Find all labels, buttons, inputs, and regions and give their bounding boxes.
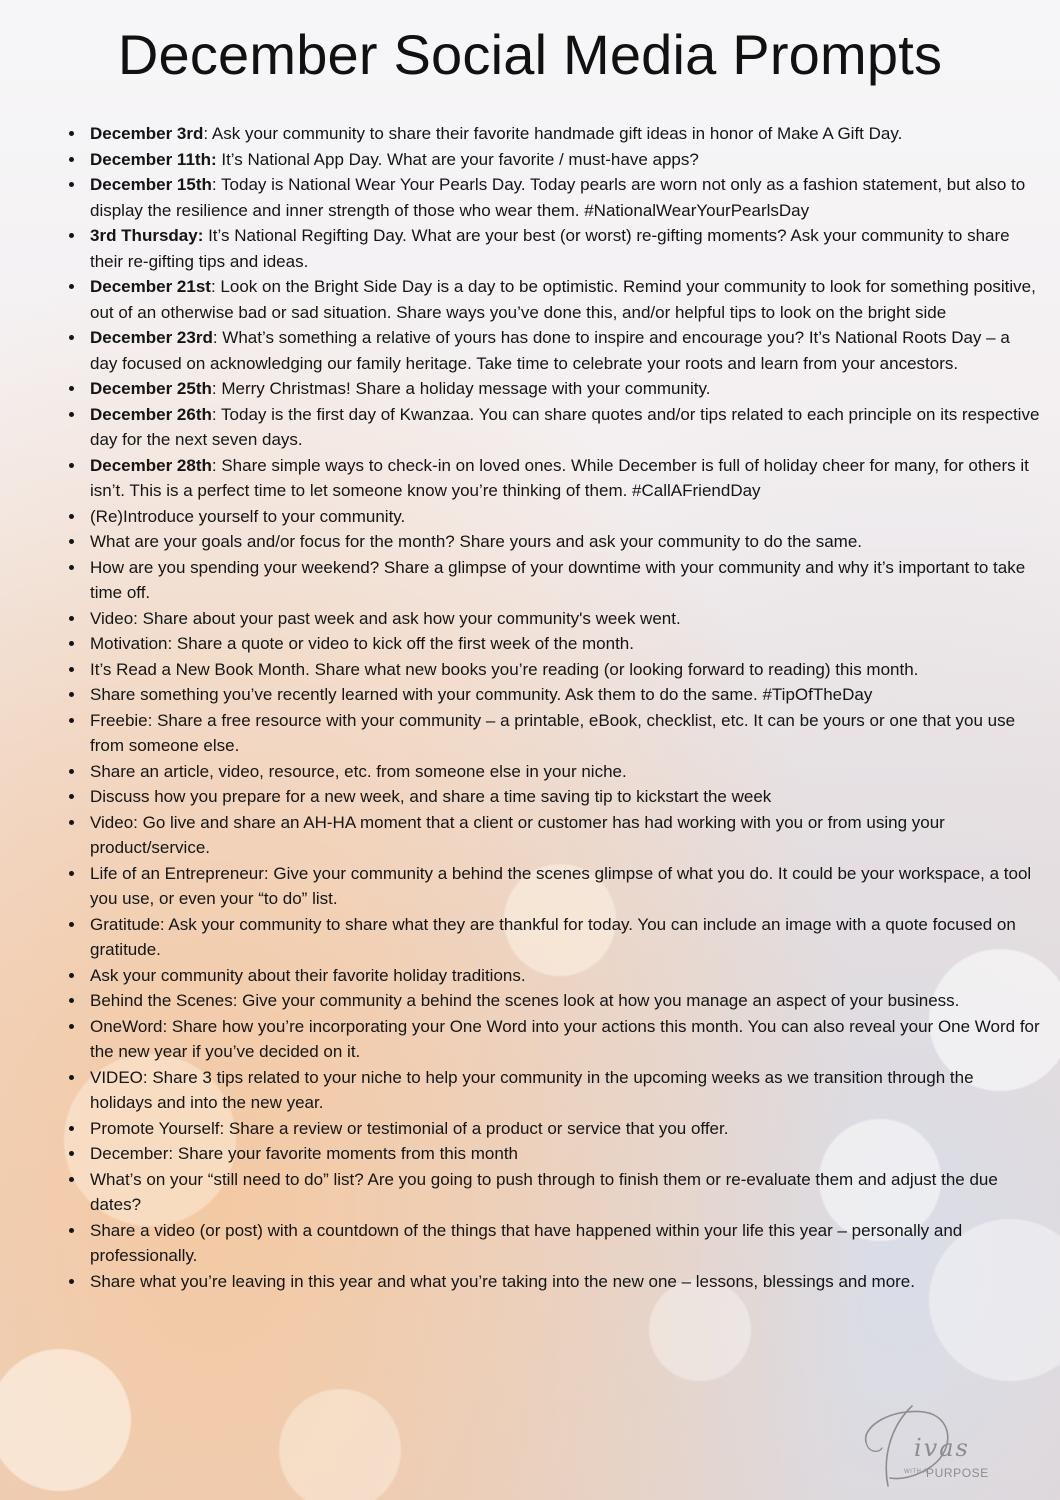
list-item bbox=[90, 1167, 1040, 1218]
list-item bbox=[90, 1014, 1040, 1065]
prompt-text: December: Share your favorite moments from this month bbox=[90, 1144, 518, 1163]
prompt-text: : Today is the first day of Kwanzaa. You can share quotes and/or tips related to each principle on its respective day for the next seven days. bbox=[90, 404, 1040, 449]
list-item bbox=[90, 1269, 1040, 1295]
list-item bbox=[90, 274, 1040, 325]
prompt-text: : Ask your community to share their favorite handmade gift ideas in honor of Make A Gift Day. bbox=[203, 124, 903, 143]
prompt-text: Ask your community about their favorite holiday traditions. bbox=[90, 965, 526, 985]
prompt-text: Behind the Scenes: Give your community a behind the scenes look at how you manage an aspect of your business. bbox=[90, 991, 960, 1010]
list-item bbox=[90, 988, 1040, 1014]
logo-tagline-small: WITH A bbox=[904, 1469, 928, 1475]
prompt-text: It’s Read a New Book Month. Share what new books you’re reading (or looking forward to reading) this month. bbox=[90, 659, 919, 679]
prompt-text: VIDEO: Share 3 tips related to your niche to help your community in the upcoming weeks as we transition through the holidays and into the new year. bbox=[90, 1067, 974, 1112]
list-item bbox=[90, 759, 1040, 785]
prompt-date-label: December 3rd bbox=[90, 124, 204, 143]
prompt-text: Gratitude: Ask your community to share what they are thankful for today. You can include an image with a quote focused on gratitude. bbox=[90, 914, 1016, 959]
prompt-text: (Re)Introduce yourself to your community. bbox=[90, 506, 406, 526]
list-item bbox=[90, 504, 1040, 530]
list-item bbox=[90, 1116, 1040, 1142]
prompt-text: It’s National Regifting Day. What are your best (or worst) re-gifting moments? Ask your community to share their re-gifting tips and ideas. bbox=[90, 226, 1010, 271]
list-item bbox=[90, 631, 1040, 657]
list-item bbox=[90, 912, 1040, 963]
prompt-text: OneWord: Share how you’re incorporating your One Word into your actions this month. You can also reveal your One Word for the new year if you’ve decided on it. bbox=[90, 1016, 1040, 1061]
prompt-text: Share something you’ve recently learned with your community. Ask them to do the same. #TipOfTheDay bbox=[90, 685, 873, 704]
prompt-text: How are you spending your weekend? Share a glimpse of your downtime with your community and why it’s important to take time off. bbox=[90, 557, 1026, 602]
prompt-text: Freebie: Share a free resource with your community – a printable, eBook, checklist, etc. It can be yours or one that you use from someone else. bbox=[90, 710, 1016, 755]
list-item bbox=[90, 784, 1040, 810]
prompt-text: Video: Share about your past week and ask how your community's week went. bbox=[90, 608, 681, 628]
list-item bbox=[90, 529, 1040, 555]
list-item bbox=[90, 1141, 1040, 1167]
prompt-date-label: December 25th bbox=[90, 379, 212, 398]
list-item bbox=[90, 147, 1040, 173]
prompt-text: : Look on the Bright Side Day is a day to be optimistic. Remind your community to look for something positive, out of an otherwise bad or sad situation. Share ways you’ve done this, and/or helpful tips to look on the bright side bbox=[90, 277, 1036, 322]
list-item bbox=[90, 453, 1040, 504]
list-item bbox=[90, 1065, 1040, 1116]
brand-logo bbox=[852, 1400, 1022, 1490]
list-item bbox=[90, 402, 1040, 453]
prompt-text: : Merry Christmas! Share a holiday message with your community. bbox=[211, 379, 711, 398]
prompt-text: Share an article, video, resource, etc. from someone else in your niche. bbox=[90, 761, 627, 781]
list-item bbox=[90, 555, 1040, 606]
logo-name: ivas bbox=[914, 1434, 970, 1462]
prompt-list bbox=[66, 121, 1040, 1294]
list-item bbox=[90, 861, 1040, 912]
list-item bbox=[90, 223, 1040, 274]
list-item bbox=[90, 708, 1040, 759]
page-title: December Social Media Prompts bbox=[117, 23, 943, 86]
list-item bbox=[90, 810, 1040, 861]
prompt-date-label: December 28th bbox=[90, 455, 212, 475]
prompt-text: : Today is National Wear Your Pearls Day. Today pearls are worn not only as a fashion statement, but also to display the resilience and inner strength of those who wear them. #NationalWearYourPearlsDay bbox=[90, 175, 1026, 220]
prompt-text: Discuss how you prepare for a new week, and share a time saving tip to kickstart the week bbox=[90, 787, 772, 806]
list-item bbox=[90, 121, 1040, 147]
list-item bbox=[90, 963, 1040, 989]
prompt-text: It’s National App Day. What are your favorite / must-have apps? bbox=[216, 149, 699, 169]
list-item bbox=[90, 325, 1040, 376]
logo-tagline-large: PURPOSE bbox=[926, 1466, 989, 1480]
prompt-date-label: December 11th: bbox=[90, 149, 217, 169]
prompt-date-label: December 26th bbox=[90, 404, 212, 424]
prompt-text: : Share simple ways to check-in on loved ones. While December is full of holiday cheer for many, for others it isn’t. This is a perfect time to let someone know you’re thinking of them. #CallAFriendDay bbox=[90, 455, 1029, 500]
prompt-date-label: December 15th bbox=[90, 175, 212, 194]
prompt-date-label: December 23rd bbox=[90, 328, 213, 347]
prompt-date-label: December 21st bbox=[90, 277, 211, 296]
prompt-text: Life of an Entrepreneur: Give your community a behind the scenes glimpse of what you do. It could be your workspace, a tool you use, or even your “to do” list. bbox=[90, 863, 1032, 908]
prompt-text: What are your goals and/or focus for the month? Share yours and ask your community to do the same. bbox=[90, 532, 863, 551]
list-item bbox=[90, 606, 1040, 632]
list-item bbox=[90, 682, 1040, 708]
list-item bbox=[90, 657, 1040, 683]
prompt-date-label: 3rd Thursday: bbox=[90, 226, 204, 245]
prompt-text: Promote Yourself: Share a review or testimonial of a product or service that you offer. bbox=[90, 1118, 729, 1138]
prompt-text: Share what you’re leaving in this year and what you’re taking into the new one – lessons, blessings and more. bbox=[90, 1271, 915, 1291]
prompt-text: : What’s something a relative of yours has done to inspire and encourage you? It’s National Roots Day – a day focused on acknowledging our family heritage. Take time to celebrate your roots and learn from your ancestors. bbox=[90, 328, 1010, 373]
list-item bbox=[90, 376, 1040, 402]
list-item bbox=[90, 1218, 1040, 1269]
prompt-text: Video: Go live and share an AH-HA moment that a client or customer has had working with you or from using your product/service. bbox=[90, 812, 945, 857]
prompt-text: What’s on your “still need to do” list? Are you going to push through to finish them or re-evaluate them and adjust the due dates? bbox=[90, 1169, 998, 1214]
prompt-text: Motivation: Share a quote or video to kick off the first week of the month. bbox=[90, 634, 634, 653]
list-item bbox=[90, 172, 1040, 223]
prompt-text: Share a video (or post) with a countdown of the things that have happened within your life this year – personally and professionally. bbox=[90, 1220, 963, 1265]
